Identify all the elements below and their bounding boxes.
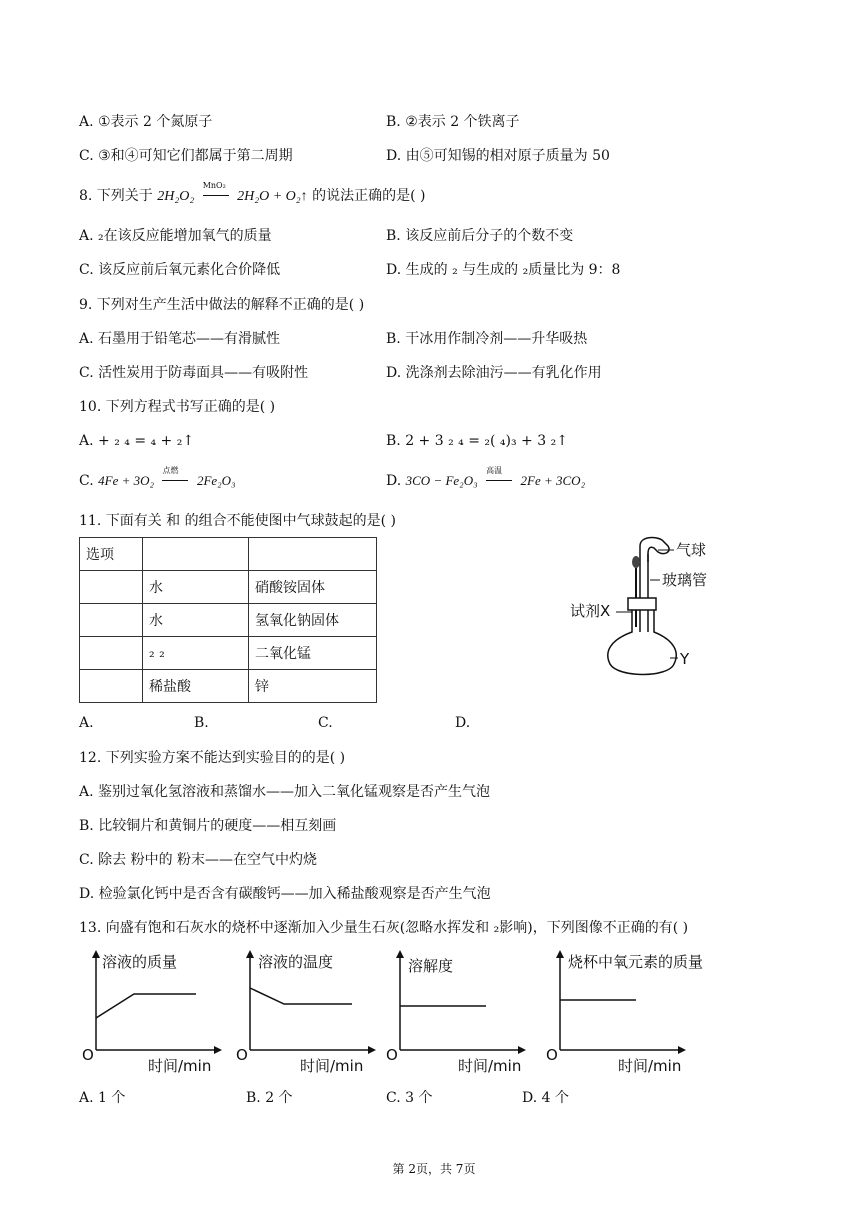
y-axis-arrow-icon <box>246 950 254 958</box>
q13-option-b: B. 2 个 <box>246 1090 293 1106</box>
graph1-xlabel: 时间/min <box>148 1057 212 1075</box>
table-cell: 氢氧化钠固体 <box>249 604 377 637</box>
table-row <box>80 538 377 571</box>
q10-option-d-label: D. <box>386 473 402 489</box>
q8-prefix: 8. 下列关于 <box>79 188 153 204</box>
graph3-xlabel: 时间/min <box>458 1057 522 1075</box>
q10-option-d <box>386 466 586 490</box>
x-axis-arrow-icon <box>518 1046 526 1054</box>
table-cell: ₂ ₂ <box>143 637 249 670</box>
q10-option-d-arrow <box>486 466 512 490</box>
figure-label-tube: 玻璃管 <box>662 571 708 589</box>
x-axis-arrow-icon <box>368 1046 376 1054</box>
q8-suffix: 的说法正确的是( ) <box>312 188 426 204</box>
q10-option-c-arrow <box>162 466 188 490</box>
graph4-origin: O <box>546 1046 558 1064</box>
table-cell: 稀盐酸 <box>143 670 249 703</box>
q9-option-b: B. 干冰用作制冷剂——升华吸热 <box>386 331 588 347</box>
q7-option-d: D. 由⑤可知锡的相对原子质量为 50 <box>386 148 610 164</box>
y-axis-arrow-icon <box>92 950 100 958</box>
q11-answer-a: A. <box>79 715 94 731</box>
q10-option-c-condition: 点燃 <box>162 466 179 475</box>
graph4-ylabel: 烧杯中氧元素的质量 <box>568 953 704 971</box>
q8-option-d: D. 生成的 ₂ 与生成的 ₂质量比为 9：8 <box>386 262 621 278</box>
q11-stem: 11. 下面有关 和 的组合不能使图中气球鼓起的是( ) <box>79 513 396 529</box>
q8-eq-condition: MnO₂ <box>202 181 226 190</box>
figure-label-y: Y <box>680 650 690 668</box>
q9-option-c: C. 活性炭用于防毒面具——有吸附性 <box>79 365 309 381</box>
q8-stem <box>79 181 426 206</box>
graph4-xlabel: 时间/min <box>618 1057 682 1075</box>
x-axis-arrow-icon <box>678 1046 686 1054</box>
graph-solubility <box>386 950 526 1060</box>
q8-eq-right: 2H₂O + O₂↑ <box>237 189 308 204</box>
table-cell <box>80 670 143 703</box>
q10-option-d-condition: 高温 <box>486 466 503 475</box>
table-cell: 硝酸铵固体 <box>249 571 377 604</box>
q10-option-c-right: 2Fe₂O₃ <box>196 473 236 488</box>
table-cell <box>143 538 249 571</box>
graph3-origin: O <box>386 1046 398 1064</box>
q10-stem: 10. 下列方程式书写正确的是( ) <box>79 399 276 415</box>
q8-eq-arrow <box>202 181 229 205</box>
q9-option-d: D. 洗涤剂去除油污——有乳化作用 <box>386 365 602 381</box>
figure-label-balloon: 气球 <box>676 541 707 559</box>
page-footer: 第 2页，共 7页 <box>392 1162 476 1176</box>
q12-stem: 12. 下列实验方案不能达到实验目的的是( ) <box>79 750 346 766</box>
table-cell: 选项 <box>80 538 143 571</box>
q11-answer-b: B. <box>194 715 209 731</box>
table-cell: 二氧化锰 <box>249 637 377 670</box>
graph1-ylabel: 溶液的质量 <box>102 953 178 971</box>
q8-eq-left: 2H₂O₂ <box>157 189 195 204</box>
graph-curve <box>250 988 352 1004</box>
graph2-xlabel: 时间/min <box>300 1057 364 1075</box>
table-cell <box>80 604 143 637</box>
stopper <box>628 598 656 610</box>
q10-option-c-label: C. <box>79 473 94 489</box>
q13-option-d: D. 4 个 <box>522 1090 569 1106</box>
q13-option-c: C. 3 个 <box>386 1090 433 1106</box>
q8-option-c: C. 该反应前后氧元素化合价降低 <box>79 262 281 278</box>
q12-option-c: C. 除去 粉中的 粉末——在空气中灼烧 <box>79 852 318 868</box>
q11-answer-d: D. <box>455 715 471 731</box>
graph2-origin: O <box>236 1046 248 1064</box>
q7-option-c: C. ③和④可知它们都属于第二周期 <box>79 148 293 164</box>
q11-table <box>79 537 377 703</box>
graph2-ylabel: 溶液的温度 <box>258 953 334 971</box>
q12-option-d: D. 检验氯化钙中是否含有碳酸钙——加入稀盐酸观察是否产生气泡 <box>79 886 491 902</box>
table-cell <box>80 637 143 670</box>
table-cell: 锌 <box>249 670 377 703</box>
table-row <box>80 571 377 604</box>
table-row <box>80 604 377 637</box>
dropper-bulb <box>632 556 640 568</box>
q9-stem: 9. 下列对生产生活中做法的解释不正确的是( ) <box>79 297 365 313</box>
x-axis-arrow-icon <box>214 1046 222 1054</box>
q8-option-a: A. ₂在该反应能增加氧气的质量 <box>79 228 272 244</box>
q7-option-b: B. ②表示 2 个铁离子 <box>386 114 520 130</box>
table-row <box>80 670 377 703</box>
table-cell: 水 <box>143 571 249 604</box>
q13-option-a: A. 1 个 <box>79 1090 126 1106</box>
q10-option-d-left: 3CO − Fe₂O₃ <box>405 473 478 488</box>
q9-option-a: A. 石墨用于铅笔芯——有滑腻性 <box>79 331 281 347</box>
q10-option-a: A. + ₂ ₄ = ₄ + ₂↑ <box>79 433 195 449</box>
graph1-origin: O <box>82 1046 94 1064</box>
q10-option-b: B. 2 + 3 ₂ ₄ = ₂( ₄)₃ + 3 ₂↑ <box>386 433 568 449</box>
q10-option-c <box>79 466 236 490</box>
q10-option-c-left: 4Fe + 3O₂ <box>98 473 155 488</box>
y-axis-arrow-icon <box>556 950 564 958</box>
q11-answer-c: C. <box>318 715 333 731</box>
flask-body <box>608 610 676 675</box>
q12-option-b: B. 比较铜片和黄铜片的硬度——相互刻画 <box>79 818 337 834</box>
table-row <box>80 637 377 670</box>
y-axis-arrow-icon <box>396 950 404 958</box>
q8-option-b: B. 该反应前后分子的个数不变 <box>386 228 574 244</box>
q13-stem: 13. 向盛有饱和石灰水的烧杯中逐渐加入少量生石灰(忽略水挥发和 ₂影响)，下列图像不正确的有( ) <box>79 920 689 936</box>
q7-option-a: A. ①表示 2 个氮原子 <box>79 114 213 130</box>
graph-curve <box>96 994 196 1018</box>
table-cell: 水 <box>143 604 249 637</box>
graph3-ylabel: 溶解度 <box>408 957 454 975</box>
q12-option-a: A. 鉴别过氧化氢溶液和蒸馏水——加入二氧化锰观察是否产生气泡 <box>79 784 491 800</box>
figure-label-reagent: 试剂X <box>570 602 611 620</box>
table-cell <box>80 571 143 604</box>
q10-option-d-right: 2Fe + 3CO₂ <box>520 473 586 488</box>
table-cell <box>249 538 377 571</box>
